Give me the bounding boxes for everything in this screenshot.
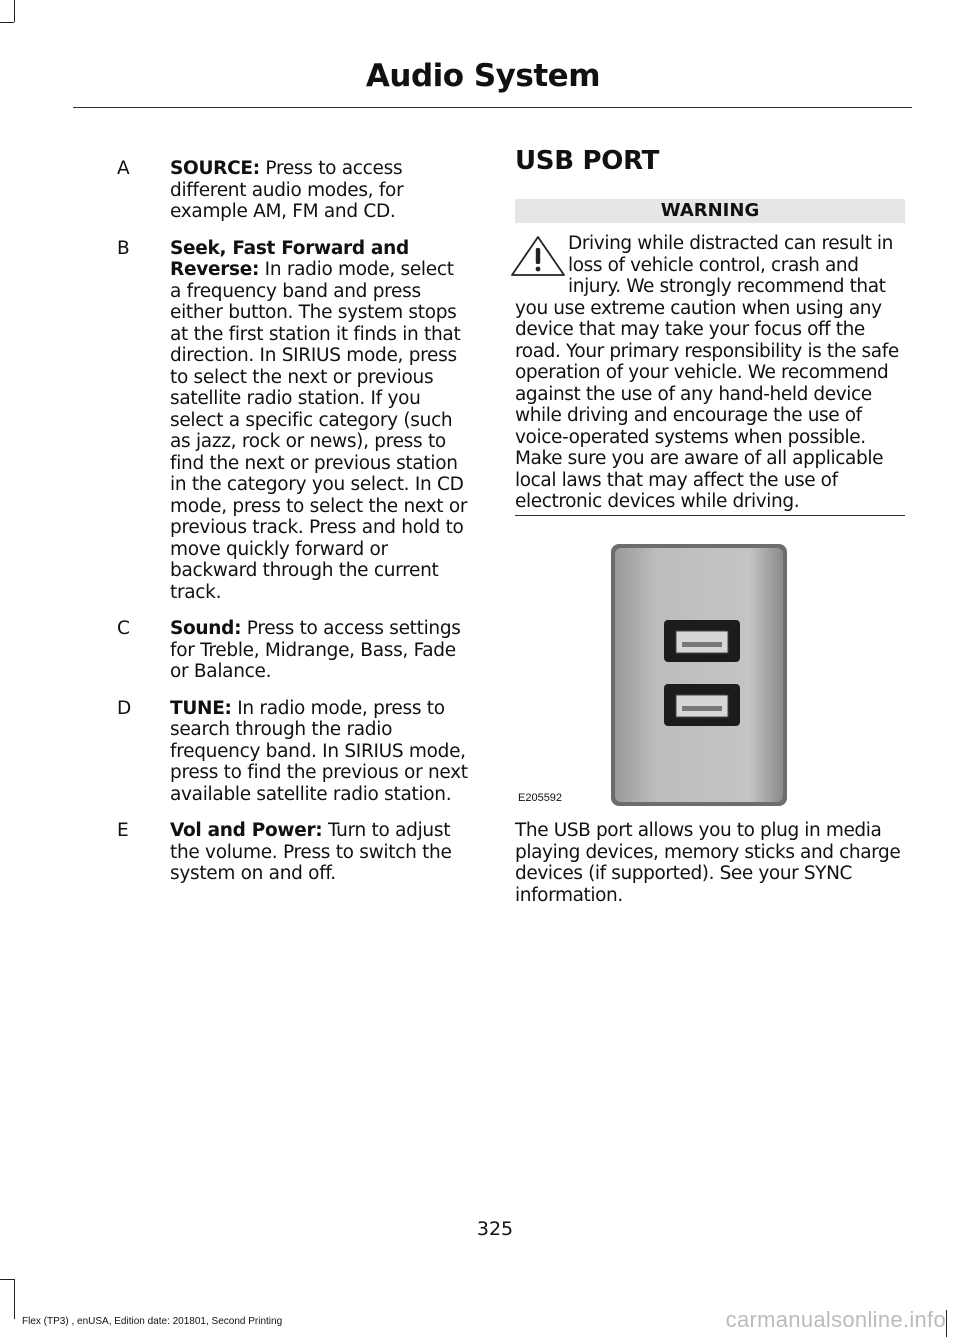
list-item [117,158,469,223]
item-text: Press to access different audio modes, for example AM, FM and CD. [170,158,404,222]
crop-mark [0,22,14,23]
usb-description: The USB port allows you to plug in media playing devices, memory sticks and charge devices (if supported). See your SYNC information. [515,820,901,906]
item-label: Sound: [170,618,242,639]
list-item [117,698,469,806]
item-description [170,158,469,223]
item-label: Seek, Fast Forward and Reverse: [170,237,409,280]
item-description [170,820,469,885]
section-title: USB PORT [515,146,660,176]
footer-edition: Flex (TP3) , enUSA, Edition date: 201801, Second Printing [22,1316,283,1327]
warning-rule [515,515,905,516]
warning-heading: WARNING [515,199,905,223]
crop-mark [0,1279,14,1280]
crop-mark [14,1279,15,1319]
page-number: 325 [476,1218,514,1240]
usb-port-illustration [489,538,789,808]
crop-mark [14,0,15,22]
page-header-title: Audio System [365,58,600,94]
item-letter: D [117,697,132,719]
warning-text: Driving while distracted can result in loss of vehicle control, crash and injury. We strongly recommend that you use extreme caution when using any device that may take your focus off the road. Your primary responsibility is the safe operation of your vehicle. We recommend against the use of any hand-held device while driving and encourage the use of voice-operated systems when possible. Make sure you are aware of all applicable local laws that may affect the use of electronic devices while driving. [515,233,899,512]
item-text: In radio mode, select a frequency band and press either button. The system stops at the first station it finds in that direction. In SIRIUS mode, press to select the next or previous satellite radio station. If you select a specific category (such as jazz, rock or news), press to find the next or previous station in the category you select. In CD mode, press to select the next or previous track. Press and hold to move quickly forward or backward through the current track. [170,259,468,603]
figure-code: E205592 [518,792,563,804]
item-description [170,698,469,806]
item-letter: B [117,237,130,259]
item-letter: E [117,820,129,841]
control-list [117,158,469,900]
item-letter: A [117,158,130,179]
item-description [170,238,469,604]
list-item [117,820,469,885]
list-item [117,238,469,604]
watermark: carmanualsonline.info [725,1307,946,1332]
list-item [117,618,469,683]
item-letter: C [117,618,130,639]
item-label: SOURCE: [170,158,260,179]
item-label: Vol and Power: [170,820,323,841]
item-description [170,618,469,683]
crop-mark [946,1310,947,1337]
item-text: Press to access settings for Treble, Midrange, Bass, Fade or Balance. [170,618,461,682]
item-text: Turn to adjust the volume. Press to switch the system on and off. [170,820,452,884]
item-label: TUNE: [170,697,232,719]
header-rule [73,107,912,108]
item-text: In radio mode, press to search through the radio frequency band. In SIRIUS mode, press to find the previous or next available satellite radio station. [170,697,468,805]
